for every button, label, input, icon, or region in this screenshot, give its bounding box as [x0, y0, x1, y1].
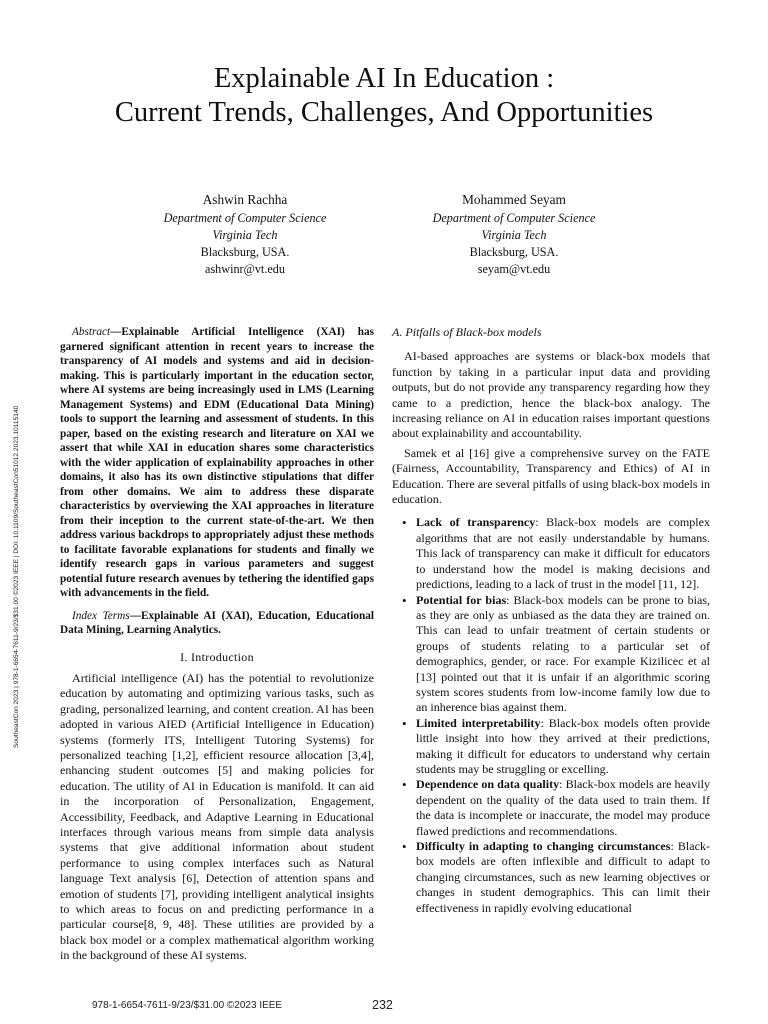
bullet-icon: •: [402, 592, 407, 608]
bullet-icon: •: [402, 715, 407, 731]
list-item-term: Limited interpretability: [416, 715, 541, 730]
bullet-icon: •: [402, 777, 407, 793]
index-terms: [60, 609, 374, 638]
index-terms-text: —Explainable AI (XAI), Education, Educational Data Mining, Learning Analytics.: [60, 609, 374, 636]
author-city: Blacksburg, USA.: [200, 245, 290, 259]
list-item: [392, 593, 710, 716]
left-column: [60, 325, 374, 964]
list-item-term: Lack of transparency: [416, 515, 536, 530]
list-item: [392, 839, 710, 916]
author-department: Department of Computer Science: [432, 211, 596, 225]
author-email: seyam@vt.edu: [477, 262, 551, 276]
side-citation-text: SoutheastCon 2023 | 978-1-6654-7611-9/23/$31.00 ©2023 IEEE | DOI: 10.1109/SoutheastCon51012.2023.10115140: [13, 405, 20, 748]
right-column: [392, 325, 710, 916]
abstract-lead: Abstract: [72, 326, 111, 338]
introduction-paragraph: Artificial intelligence (AI) has the potential to revolutionize education by automating and optimizing various tasks, such as grading, personalized learning, and content creation. AI has been adopted in various AIED (Artificial Intelligence in Education) systems (formerly ITS, Intelligent Tutoring Systems) for personalized teaching [1,2], efficient resource allocation [3,4], enhancing student outcomes [5] and making policies for education. The utility of AI in Education is manifold. It can aid in the incorporation of Personalization, Engagement, Accessibility, Feedback, and Adaptive Learning in Educational interfaces through various means from simple data analysis systems that give additional information about student performance to using complex interfaces such as Natural language Text analysis [6], Detection of attention spans and emotion of students [7], providing intelligent analytical insights to which areas to focus on and predicting performance in a particular course[8, 9, 48]. These utilities are provided by a black box model or a complex mathematical algorithm working in the background of these AI systems.: [60, 670, 374, 963]
abstract-text: —Explainable Artificial Intelligence (XAI) has garnered significant attention in recent years to increase the transparency of AI models and systems and aid in decision-making. This is particularly important in the education sector, where AI systems are being increasingly used in LMS (Learning Management Systems) and EDM (Educational Data Mining) tools to support the learning and assessment of students. In this paper, based on the existing research and literature on XAI we assert that while XAI in education shares some characteristics with the wider application of explainability approaches in other domains, it also has its own distinctive stipulations that differ from other domains. We aim to address these disparate characteristics by overviewing the XAI approaches in literature from their inception to the current state-of-the-art. We then address various backdrops to appropriately adjust these methods to facilitate favorable explanations for students and finally we identify research gaps in various parameters and suggest potential future research avenues by tethering the identified gaps with advancements in the field.: [60, 326, 374, 599]
author-name: Ashwin Rachha: [202, 192, 288, 207]
author-name: Mohammed Seyam: [462, 192, 566, 207]
index-terms-lead: Index Terms: [72, 609, 130, 622]
list-item-text: : Black-box models are often inflexible and difficult to adapt to changing circumstances, such as new learning objectives or changes in student demographics. This can limit their effectiveness in rapidly evolving educational: [416, 839, 710, 915]
author-block-2: [374, 190, 654, 278]
list-item: [392, 777, 710, 839]
title-line-1: Explainable AI In Education :: [213, 63, 555, 94]
list-item: [392, 716, 710, 778]
footer-copyright: 978-1-6654-7611-9/23/$31.00 ©2023 IEEE: [92, 1000, 283, 1011]
list-item-text: : Black-box models are complex algorithms that are not easily understandable by humans. This lack of transparency can make it difficult for educators to understand how the model is making decisions and predictions, leading to a lack of trust in the model [11, 12].: [416, 515, 710, 592]
bullet-icon: •: [402, 515, 407, 531]
page-number: 232: [372, 998, 393, 1012]
author-university: Virginia Tech: [481, 228, 547, 242]
list-item-term: Potential for bias: [416, 592, 507, 607]
list-item-term: Dependence on data quality: [416, 777, 560, 792]
section-heading-introduction: I. Introduction: [180, 649, 254, 664]
author-city: Blacksburg, USA.: [469, 245, 559, 259]
list-item-text: : Black-box models can be prone to bias, as they are only as unbiased as the data they are trained on. This can lead to unfair treatment of certain students or groups of students relating to a particular set of demographics, gender, or race. For example Kizilicec et al [13] pointed out that it is unfair if an algorithmic scoring system scores students from low-income family low due to an inherence bias against them.: [416, 592, 710, 715]
author-university: Virginia Tech: [212, 228, 278, 242]
side-citation-note: [4, 268, 18, 748]
list-item-text: : Black-box models often provide little insight into how they arrived at their predictions, making it difficult for educators to understand why certain students may be struggling or excelling.: [416, 715, 710, 776]
pitfalls-list: [392, 515, 710, 916]
paper-title: [40, 62, 728, 130]
pitfalls-paragraph-2: Samek et al [16] give a comprehensive survey on the FATE (Fairness, Accountability, Transparency and Ethics) of AI in Education. There are several pitfalls of using black-box models in education.: [392, 445, 710, 507]
list-item: [392, 515, 710, 592]
author-block-1: [105, 190, 385, 278]
title-line-2: Current Trends, Challenges, And Opportunities: [114, 97, 654, 128]
list-item-text: : Black-box models are heavily dependent on the quality of the data used to train them. If the data is incomplete or inaccurate, the model may produce flawed predictions and recommendations.: [416, 777, 710, 838]
abstract: [60, 325, 374, 601]
list-item-term: Difficulty in adapting to changing circumstances: [416, 839, 671, 853]
subsection-heading-pitfalls: A. Pitfalls of Black-box models: [392, 325, 542, 339]
author-email: ashwinr@vt.edu: [205, 262, 285, 276]
author-department: Department of Computer Science: [163, 211, 327, 225]
bullet-icon: •: [402, 839, 407, 854]
pitfalls-paragraph-1: AI-based approaches are systems or black-box models that function by taking in a particular input data and providing outputs, but do not provide any transparency regarding how they came to a prediction, hence the black-box analogy. The increasing reliance on AI in education raises important questions about explainability and accountability.: [392, 349, 710, 441]
